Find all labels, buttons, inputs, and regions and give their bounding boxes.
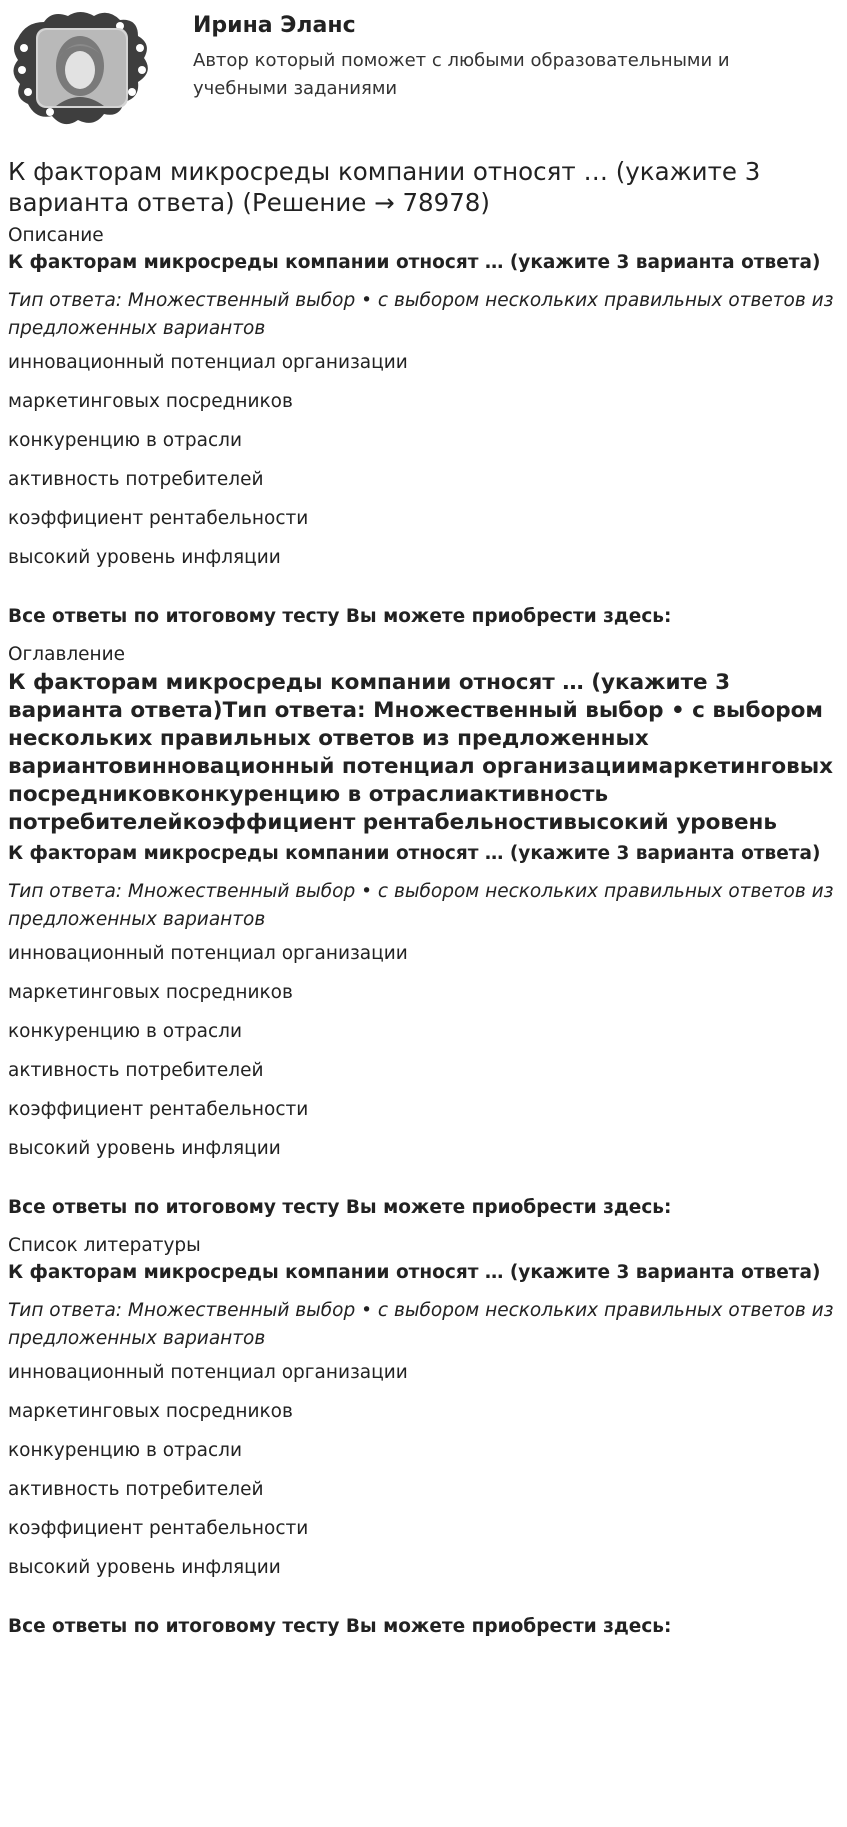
options-list: [8, 943, 838, 1160]
author-description-line-2: учебными заданиями: [193, 78, 398, 99]
buy-note: Все ответы по итоговому тесту Вы можете приобрести здесь:: [8, 1616, 672, 1637]
option-item: инновационный потенциал организации: [8, 943, 408, 964]
question-text: К факторам микросреды компании относят … (укажите 3 варианта ответа): [8, 843, 821, 864]
option-item: активность потребителей: [8, 1060, 264, 1081]
toc-summary: К факторам микросреды компании относят … (укажите 3 варианта ответа)Тип ответа: Множественный выбор • с выбором нескольких правильных ответов из предложенных вариантовинновационный потенциал организациимаркетинговых посредниковконкуренцию в отраслиактивность потребителейкоэффициент рентабельностивысокий уровень: [8, 670, 833, 835]
author-info: [193, 12, 730, 103]
question-text: К факторам микросреды компании относят … (укажите 3 варианта ответа): [8, 1262, 821, 1283]
buy-note: Все ответы по итоговому тесту Вы можете приобрести здесь:: [8, 1197, 672, 1218]
buy-note: Все ответы по итоговому тесту Вы можете приобрести здесь:: [8, 606, 672, 627]
option-item: коэффициент рентабельности: [8, 1099, 309, 1120]
author-block: [8, 6, 838, 141]
description-section: [8, 222, 838, 628]
toc-section: [8, 641, 838, 1219]
answer-type: Тип ответа: Множественный выбор • с выбором нескольких правильных ответов из предложенных вариантов: [8, 881, 834, 930]
question-text: К факторам микросреды компании относят … (укажите 3 варианта ответа): [8, 252, 821, 273]
option-item: инновационный потенциал организации: [8, 352, 408, 373]
option-item: конкуренцию в отрасли: [8, 1021, 242, 1042]
section-label-literature: Список литературы: [8, 1235, 201, 1256]
answer-type: Тип ответа: Множественный выбор • с выбором нескольких правильных ответов из предложенных вариантов: [8, 290, 834, 339]
option-item: активность потребителей: [8, 469, 264, 490]
option-item: высокий уровень инфляции: [8, 547, 281, 568]
answer-type: Тип ответа: Множественный выбор • с выбором нескольких правильных ответов из предложенных вариантов: [8, 1300, 834, 1349]
section-label-description: Описание: [8, 225, 104, 246]
option-item: маркетинговых посредников: [8, 391, 293, 412]
option-item: высокий уровень инфляции: [8, 1557, 281, 1578]
options-list: [8, 352, 838, 569]
page-title: К факторам микросреды компании относят … (укажите 3 варианта ответа) (Решение → 78978): [8, 157, 761, 217]
option-item: конкуренцию в отрасли: [8, 1440, 242, 1461]
author-avatar: [8, 8, 156, 130]
option-item: активность потребителей: [8, 1479, 264, 1500]
literature-section: [8, 1232, 838, 1638]
option-item: инновационный потенциал организации: [8, 1362, 408, 1383]
options-list: [8, 1362, 838, 1579]
author-description-line-1: Автор который поможет с любыми образовательными и: [193, 50, 730, 71]
option-item: маркетинговых посредников: [8, 982, 293, 1003]
option-item: высокий уровень инфляции: [8, 1138, 281, 1159]
option-item: конкуренцию в отрасли: [8, 430, 242, 451]
section-label-toc: Оглавление: [8, 644, 126, 665]
option-item: маркетинговых посредников: [8, 1401, 293, 1422]
author-name: Ирина Эланс: [193, 13, 356, 38]
option-item: коэффициент рентабельности: [8, 1518, 309, 1539]
option-item: коэффициент рентабельности: [8, 508, 309, 529]
author-description: [193, 47, 730, 103]
